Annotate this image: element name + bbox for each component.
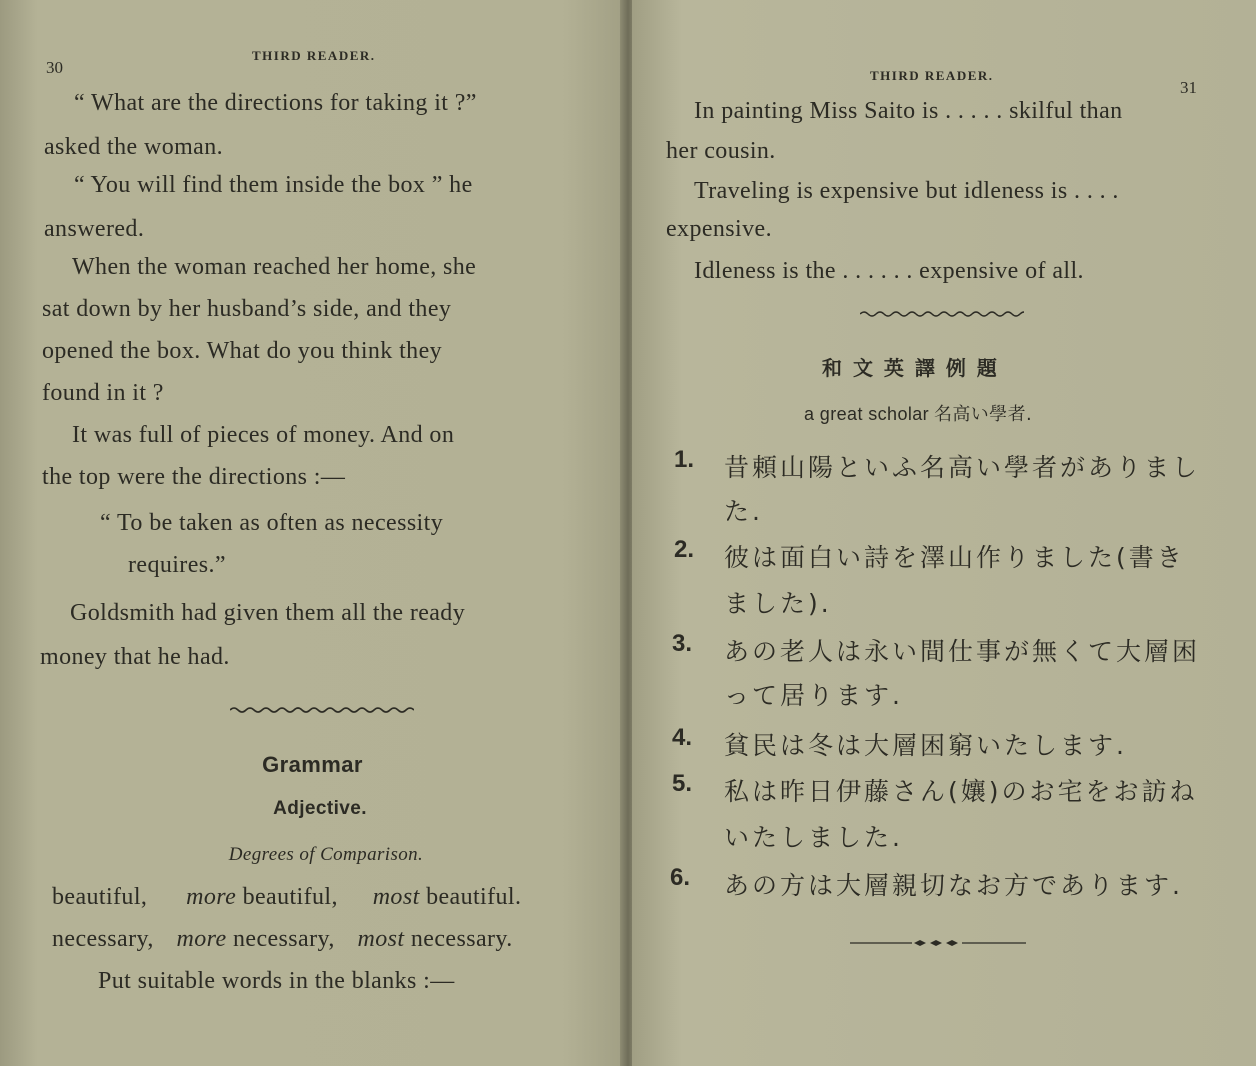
page-number: 31 <box>1180 78 1197 97</box>
vocab-japanese: 名高い學者. <box>933 404 1033 425</box>
text-line: sat down by her husband’s side, and they <box>42 296 452 322</box>
text-line: her cousin. <box>666 138 776 164</box>
text-line: money that he had. <box>40 644 230 670</box>
text-line: “ To be taken as often as necessity <box>100 510 444 536</box>
section-title: 和 文 英 譯 例 題 <box>822 356 999 380</box>
exercise-number: 4. <box>672 724 693 751</box>
instruction-text: Put suitable words in the blanks :— <box>98 968 455 994</box>
exercise-line: ました). <box>724 589 832 618</box>
comparative-form: necessary, <box>233 926 335 952</box>
text-line: In painting Miss Saito is . . . . . skilful than <box>694 98 1123 124</box>
more-word: more <box>186 884 237 910</box>
exercise-number: 1. <box>674 446 695 473</box>
text-line: requires.” <box>128 552 226 578</box>
exercise-line: 彼は面白い詩を澤山作りました(書き <box>724 543 1185 572</box>
more-word: more <box>176 926 227 952</box>
text-line: found in it ? <box>42 380 164 406</box>
exercise-line: って居ります. <box>724 681 903 710</box>
text-line: Traveling is expensive but idleness is . . . . <box>694 178 1119 204</box>
text-line: Idleness is the . . . . . . expensive of all. <box>694 258 1084 284</box>
vocab-english: a great scholar <box>804 404 930 424</box>
exercise-number: 3. <box>672 630 693 657</box>
wavy-divider <box>230 706 414 714</box>
comparative-form: beautiful, <box>242 884 338 910</box>
superlative-form: necessary. <box>410 926 513 952</box>
exercise-number: 5. <box>672 770 693 797</box>
text-line: “ You will find them inside the box ” he <box>74 172 473 198</box>
grammar-section-title: Degrees of Comparison. <box>228 844 424 865</box>
running-head: THIRD READER. <box>252 48 376 63</box>
exercise-line: 私は昨日伊藤さん(孃)のお宅をお訪ね <box>724 777 1198 806</box>
comparison-row <box>52 926 513 953</box>
superlative-form: beautiful. <box>426 884 522 910</box>
text-line: “ What are the directions for taking it ?” <box>74 90 477 116</box>
text-line: When the woman reached her home, she <box>72 254 477 280</box>
text-line: expensive. <box>666 216 772 242</box>
most-word: most <box>372 884 420 910</box>
positive-form: necessary, <box>52 926 154 952</box>
exercise-number: 6. <box>670 864 691 891</box>
exercise-line: いたしました. <box>724 823 903 852</box>
comparison-row <box>52 884 521 911</box>
text-line: It was full of pieces of money. And on <box>72 422 455 448</box>
exercise-line: た. <box>724 497 763 526</box>
text-line: asked the woman. <box>44 134 224 160</box>
text-line: Goldsmith had given them all the ready <box>70 600 466 626</box>
wavy-divider <box>860 310 1024 318</box>
most-word: most <box>357 926 405 952</box>
exercise-line: あの方は大層親切なお方であります. <box>724 871 1183 900</box>
text-line: the top were the directions :— <box>42 464 346 490</box>
page-number: 30 <box>46 58 63 77</box>
exercise-number: 2. <box>674 536 695 563</box>
running-head: THIRD READER. <box>870 68 994 83</box>
grammar-subheading: Adjective. <box>273 798 367 819</box>
positive-form: beautiful, <box>52 884 148 910</box>
right-page <box>632 0 1256 1066</box>
exercise-line: 貧民は冬は大層困窮いたします. <box>724 731 1127 760</box>
end-ornament <box>850 934 1026 940</box>
text-line: opened the box. What do you think they <box>42 338 443 364</box>
exercise-line: 昔頼山陽といふ名高い學者がありまし <box>724 453 1201 482</box>
left-page <box>0 0 625 1066</box>
vocab-line <box>804 400 1032 426</box>
exercise-line: あの老人は永い間仕事が無くて大層困 <box>724 637 1201 666</box>
grammar-heading: Grammar <box>262 752 363 777</box>
text-line: answered. <box>44 216 145 242</box>
